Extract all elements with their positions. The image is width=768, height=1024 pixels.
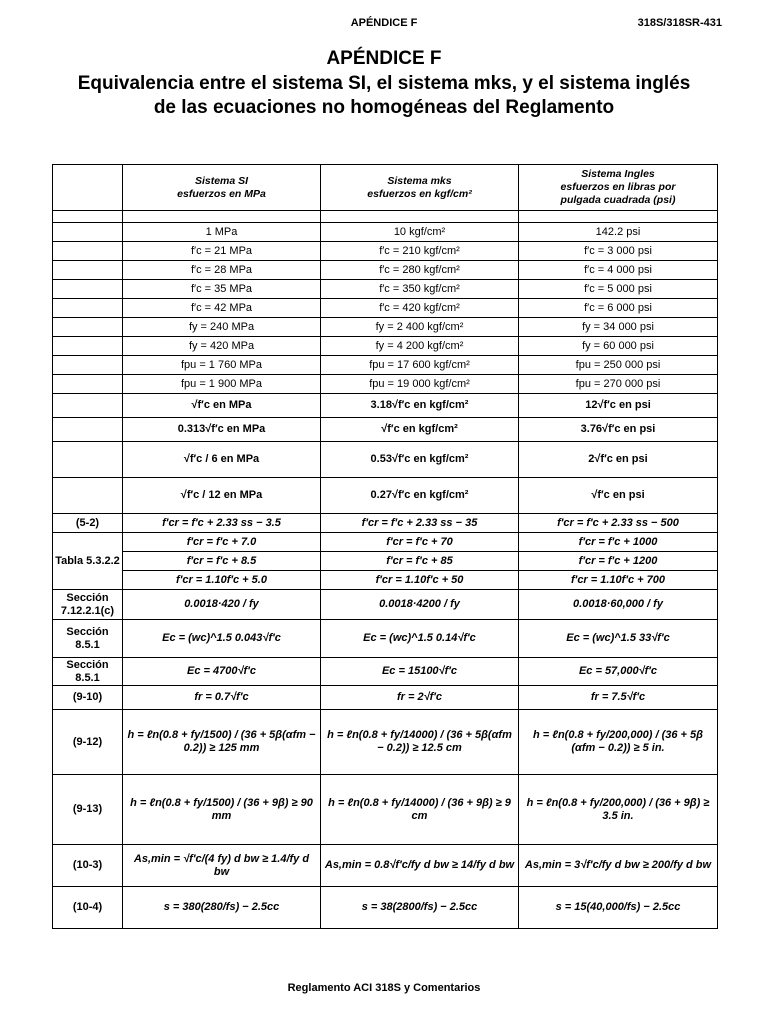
table-row [53, 337, 718, 356]
cell-mks: fpu = 17 600 kgf/cm² [321, 356, 519, 375]
table-row [53, 658, 718, 686]
running-header-center: APÉNDICE F [350, 17, 418, 29]
cell-mks: f′cr = 1.10f′c + 50 [321, 571, 519, 590]
table-row [53, 356, 718, 375]
cell-eng: fr = 7.5√f′c [519, 686, 718, 710]
cell-eng: fy = 34 000 psi [519, 318, 718, 337]
cell-si: Ec = 4700√f′c [123, 658, 321, 686]
table-row [53, 620, 718, 658]
table-row [53, 478, 718, 514]
table-row [53, 418, 718, 442]
cell-si: Ec = (wc)^1.5 0.043√f′c [123, 620, 321, 658]
cell-mks: 0.27√f′c en kgf/cm² [321, 478, 519, 514]
cell-mks: h = ℓn(0.8 + fy/14000) / (36 + 5β(αfm − 0.2)) ≥ 12.5 cm [321, 710, 519, 775]
page-subtitle-line2: de las ecuaciones no homogéneas del Reglamento [153, 97, 615, 118]
cell-mks: f′c = 280 kgf/cm² [321, 261, 519, 280]
cell-mks: 3.18√f′c en kgf/cm² [321, 394, 519, 418]
row-reference: Sección 8.5.1 [53, 658, 123, 686]
cell-eng: f′c = 6 000 psi [519, 299, 718, 318]
cell-si: 0.313√f′c en MPa [123, 418, 321, 442]
table-row [53, 514, 718, 533]
table-row [53, 571, 718, 590]
row-reference [53, 318, 123, 337]
cell-eng: 3.76√f′c en psi [519, 418, 718, 442]
cell-si: h = ℓn(0.8 + fy/1500) / (36 + 5β(αfm − 0.2)) ≥ 125 mm [123, 710, 321, 775]
cell-mks: f′c = 420 kgf/cm² [321, 299, 519, 318]
cell-si: 1 MPa [123, 223, 321, 242]
page-subtitle-line1: Equivalencia entre el sistema SI, el sistema mks, y el sistema inglés [77, 73, 691, 94]
table-row [53, 775, 718, 845]
row-reference [53, 223, 123, 242]
spacer-row [53, 211, 718, 223]
cell-eng: h = ℓn(0.8 + fy/200,000) / (36 + 5β (αfm − 0.2)) ≥ 5 in. [519, 710, 718, 775]
cell-eng: 142.2 psi [519, 223, 718, 242]
cell-si: f′cr = f′c + 7.0 [123, 533, 321, 552]
row-reference [53, 375, 123, 394]
cell-eng: f′c = 3 000 psi [519, 242, 718, 261]
cell-mks: fr = 2√f′c [321, 686, 519, 710]
row-reference: (9-10) [53, 686, 123, 710]
cell-mks: 0.53√f′c en kgf/cm² [321, 442, 519, 478]
cell-eng: f′cr = f′c + 2.33 ss − 500 [519, 514, 718, 533]
table-row [53, 442, 718, 478]
cell-si: fpu = 1 760 MPa [123, 356, 321, 375]
cell-mks: f′cr = f′c + 85 [321, 552, 519, 571]
cell-si: 0.0018·420 / fy [123, 590, 321, 620]
table-row [53, 242, 718, 261]
cell-si: fy = 420 MPa [123, 337, 321, 356]
row-reference [53, 418, 123, 442]
cell-eng: Ec = (wc)^1.5 33√f′c [519, 620, 718, 658]
cell-eng: √f′c en psi [519, 478, 718, 514]
row-reference [53, 442, 123, 478]
row-reference [53, 299, 123, 318]
row-reference: (9-12) [53, 710, 123, 775]
cell-si: f′c = 35 MPa [123, 280, 321, 299]
row-reference [53, 242, 123, 261]
row-reference [53, 394, 123, 418]
cell-si: f′cr = f′c + 2.33 ss − 3.5 [123, 514, 321, 533]
cell-eng: fpu = 270 000 psi [519, 375, 718, 394]
header-cell-empty [53, 165, 123, 211]
cell-mks: fy = 4 200 kgf/cm² [321, 337, 519, 356]
cell-eng: Ec = 57,000√f′c [519, 658, 718, 686]
cell-eng: f′c = 5 000 psi [519, 280, 718, 299]
table-row [53, 710, 718, 775]
cell-si: s = 380(280/fs) − 2.5cc [123, 887, 321, 929]
row-reference [53, 356, 123, 375]
table-row [53, 299, 718, 318]
cell-si: fy = 240 MPa [123, 318, 321, 337]
cell-mks: 0.0018·4200 / fy [321, 590, 519, 620]
cell-eng: f′cr = 1.10f′c + 700 [519, 571, 718, 590]
page-footer: Reglamento ACI 318S y Comentarios [287, 982, 481, 994]
cell-eng: s = 15(40,000/fs) − 2.5cc [519, 887, 718, 929]
cell-si: f′c = 28 MPa [123, 261, 321, 280]
table-header-row [53, 165, 718, 211]
cell-mks: fy = 2 400 kgf/cm² [321, 318, 519, 337]
row-reference: Tabla 5.3.2.2 [53, 533, 123, 590]
cell-si: √f′c / 6 en MPa [123, 442, 321, 478]
table-row [53, 394, 718, 418]
table-row [53, 318, 718, 337]
row-reference [53, 261, 123, 280]
cell-mks: Ec = 15100√f′c [321, 658, 519, 686]
row-reference: Sección 7.12.2.1(c) [53, 590, 123, 620]
table-row [53, 375, 718, 394]
cell-eng: fy = 60 000 psi [519, 337, 718, 356]
row-reference: (10-4) [53, 887, 123, 929]
row-reference [53, 337, 123, 356]
header-cell-mks: Sistema mks esfuerzos en kgf/cm² [321, 165, 519, 211]
equivalence-table [52, 164, 718, 929]
cell-si: √f′c en MPa [123, 394, 321, 418]
cell-eng: 12√f′c en psi [519, 394, 718, 418]
table-row [53, 590, 718, 620]
cell-eng: fpu = 250 000 psi [519, 356, 718, 375]
cell-si: h = ℓn(0.8 + fy/1500) / (36 + 9β) ≥ 90 mm [123, 775, 321, 845]
cell-mks: f′c = 210 kgf/cm² [321, 242, 519, 261]
cell-mks: √f′c en kgf/cm² [321, 418, 519, 442]
cell-eng: f′cr = f′c + 1200 [519, 552, 718, 571]
cell-eng: As,min = 3√f′c/fy d bw ≥ 200/fy d bw [519, 845, 718, 887]
cell-mks: Ec = (wc)^1.5 0.14√f′c [321, 620, 519, 658]
table-row [53, 686, 718, 710]
table-row [53, 845, 718, 887]
header-cell-si: Sistema SI esfuerzos en MPa [123, 165, 321, 211]
cell-si: f′cr = f′c + 8.5 [123, 552, 321, 571]
cell-eng: h = ℓn(0.8 + fy/200,000) / (36 + 9β) ≥ 3.5 in. [519, 775, 718, 845]
cell-si: fpu = 1 900 MPa [123, 375, 321, 394]
cell-mks: f′cr = f′c + 70 [321, 533, 519, 552]
cell-mks: fpu = 19 000 kgf/cm² [321, 375, 519, 394]
cell-mks: s = 38(2800/fs) − 2.5cc [321, 887, 519, 929]
cell-eng: 0.0018·60,000 / fy [519, 590, 718, 620]
cell-si: f′c = 21 MPa [123, 242, 321, 261]
cell-mks: h = ℓn(0.8 + fy/14000) / (36 + 9β) ≥ 9 cm [321, 775, 519, 845]
cell-mks: f′c = 350 kgf/cm² [321, 280, 519, 299]
cell-si: f′cr = 1.10f′c + 5.0 [123, 571, 321, 590]
cell-si: √f′c / 12 en MPa [123, 478, 321, 514]
cell-si: f′c = 42 MPa [123, 299, 321, 318]
row-reference: (5-2) [53, 514, 123, 533]
table-row [53, 261, 718, 280]
table-row [53, 552, 718, 571]
header-cell-english: Sistema Ingles esfuerzos en libras por pulgada cuadrada (psi) [519, 165, 718, 211]
cell-mks: As,min = 0.8√f′c/fy d bw ≥ 14/fy d bw [321, 845, 519, 887]
page-title: APÉNDICE F [326, 48, 442, 69]
cell-si: As,min = √f′c/(4 fy) d bw ≥ 1.4/fy d bw [123, 845, 321, 887]
cell-eng: f′cr = f′c + 1000 [519, 533, 718, 552]
cell-eng: 2√f′c en psi [519, 442, 718, 478]
row-reference [53, 478, 123, 514]
table-row [53, 280, 718, 299]
table-row [53, 533, 718, 552]
table-row [53, 223, 718, 242]
running-header-page: 318S/318SR-431 [637, 17, 722, 29]
row-reference: (10-3) [53, 845, 123, 887]
cell-si: fr = 0.7√f′c [123, 686, 321, 710]
row-reference [53, 280, 123, 299]
cell-mks: 10 kgf/cm² [321, 223, 519, 242]
cell-mks: f′cr = f′c + 2.33 ss − 35 [321, 514, 519, 533]
table-row [53, 887, 718, 929]
row-reference: (9-13) [53, 775, 123, 845]
row-reference: Sección 8.5.1 [53, 620, 123, 658]
cell-eng: f′c = 4 000 psi [519, 261, 718, 280]
